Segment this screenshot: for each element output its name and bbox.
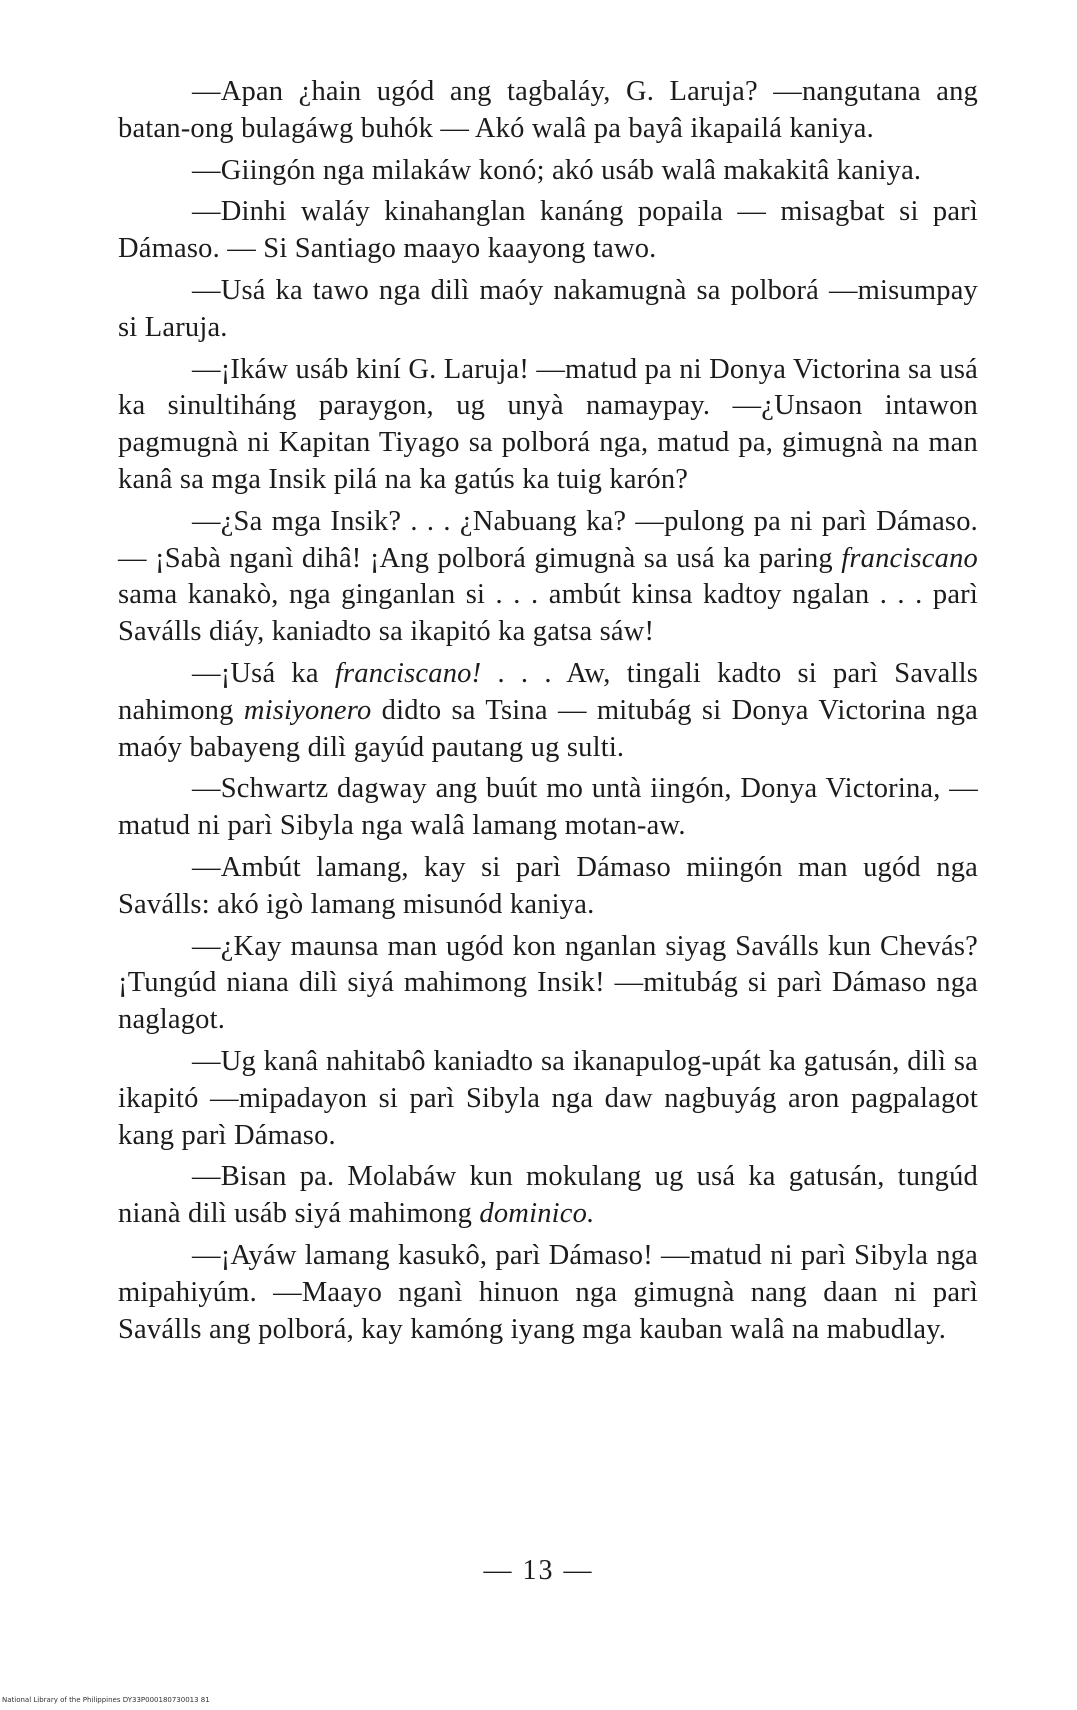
italic-term: misiyonero — [243, 694, 372, 726]
italic-term: franciscano — [841, 542, 978, 574]
paragraph: —Dinhi waláy kinahanglan kanáng popaila — misagbat si parì Dámaso. — Si Santiago maayo kaayong tawo. — [118, 196, 978, 265]
paragraph: —Usá ka tawo nga dilì maóy nakamugnà sa polborá —misumpay si Laruja. — [118, 274, 978, 343]
paragraph: —Schwartz dagway ang buút mo untà iingón, Donya Victorina, —matud ni parì Sibyla nga walâ lamang motan-aw. — [118, 773, 978, 842]
paragraph: —¡Usá ka franciscano! . . . Aw, tingali kadto si parì Savalls nahimong misiyonero didto sa Tsina — mitubág si Donya Victorina nga maóy babayeng dilì gayúd pautang ug sulti. — [118, 657, 979, 763]
scan-footer-note: National Library of the Philippines DY33P000180730013 81 — [2, 1696, 210, 1704]
paragraph: —¡Ikáw usáb kiní G. Laruja! —matud pa ni Donya Victorina sa usá ka sinultiháng paraygon, ug unyà namaypay. —¿Unsaon intawon pagmugnà ni Kapitan Tiyago sa polborá nga, matud pa, gimugnà na man kanâ sa mga Insik pilá na ka gatús ka tuig karón? — [118, 353, 978, 495]
paragraph: —¿Kay maunsa man ugód kon nganlan siyag Saválls kun Chevás? ¡Tungúd niana dilì siyá mahimong Insik! —mitubág si parì Dámaso nga naglagot. — [118, 930, 978, 1036]
paragraph: —Apan ¿hain ugód ang tagbaláy, G. Laruja? —nangutana ang batan-ong bulagáwg buhók — Akó walâ pa bayâ ikapailá kaniya. — [118, 76, 978, 144]
paragraph: —Ug kanâ nahitabô kaniadto sa ikanapulog-upát ka gatusán, dilì sa ikapitó —mipadayon si parì Sibyla nga daw nagbuyág aron pagpalagot kang parì Dámaso. — [118, 1045, 978, 1151]
italic-term: franciscano! — [334, 657, 482, 689]
paragraph: —Bisan pa. Molabáw kun mokulang ug usá ka gatusán, tungúd nianà dilì usáb siyá mahimong dominico. — [118, 1161, 978, 1230]
page-body — [118, 74, 978, 1353]
paragraph: —¡Ayáw lamang kasukô, parì Dámaso! —matud ni parì Sibyla nga mipahiyúm. —Maayo nganì hinuon nga gimugnà nang daan ni parì Saválls ang polborá, kay kamóng iyang mga kauban walâ na mabudlay. — [118, 1239, 978, 1345]
paragraph: —Giingón nga milakáw konó; akó usáb walâ makakitâ kaniya. — [192, 154, 922, 186]
page-number: — 13 — — [483, 1555, 594, 1586]
paragraph: —Ambút lamang, kay si parì Dámaso miingón man ugód nga Saválls: akó igò lamang misunód kaniya. — [118, 851, 978, 920]
italic-term: dominico. — [479, 1198, 595, 1230]
paragraph: —¿Sa mga Insik? . . . ¿Nabuang ka? —pulong pa ni parì Dámaso. — ¡Sabà nganì dihâ! ¡Ang polborá gimugnà sa usá ka paring franciscano sama kanakò, nga ginganlan si . . . ambút kinsa kadtoy ngalan . . . parì Saválls diáy, kaniadto sa ikapitó ka gatsa sáw! — [118, 505, 978, 648]
